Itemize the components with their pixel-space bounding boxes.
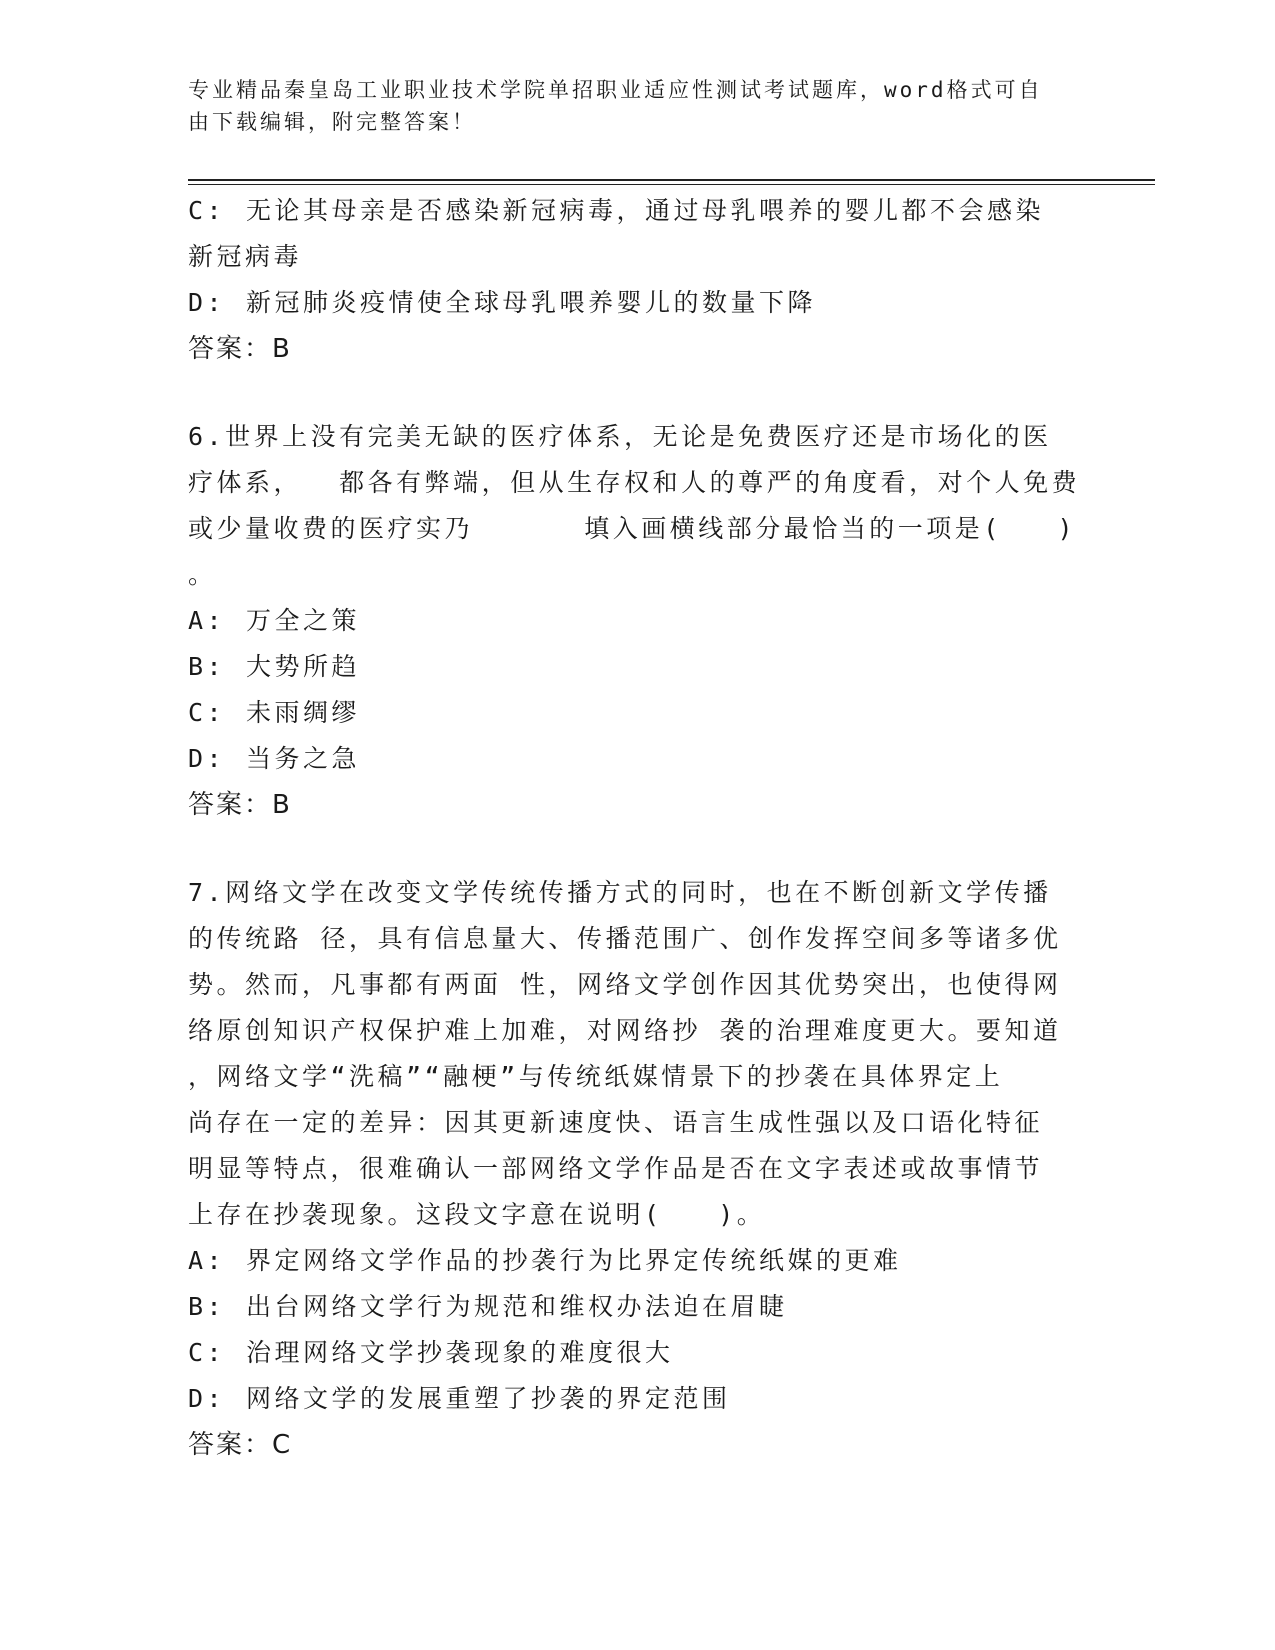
header-divider-thick <box>188 179 1155 181</box>
option-label: C: <box>188 698 226 727</box>
question-stem-line: 明显等特点，很难确认一部网络文学作品是否在文字表述或故事情节 <box>188 1154 1044 1183</box>
header-line-2: 由下载编辑，附完整答案！ <box>188 110 476 134</box>
question-stem-line: ，网络文学“洗稿”“融梗”与传统纸媒情景下的抄袭在具体界定上 <box>188 1062 1004 1091</box>
option-c <box>188 1330 1088 1376</box>
option-text: 未雨绸缪 <box>246 698 361 727</box>
answer-line: 答案：B <box>188 334 292 364</box>
option-a <box>188 598 1088 644</box>
option-label: A: <box>188 606 226 635</box>
option-label: C: <box>188 196 226 225</box>
question-stem-line: 6.世界上没有完美无缺的医疗体系，无论是免费医疗还是市场化的医 <box>188 422 1052 451</box>
option-text: 治理网络文学抄袭现象的难度很大 <box>246 1338 674 1367</box>
option-label: C: <box>188 1338 226 1367</box>
question-stem-line: 疗体系， 都各有弊端，但从生存权和人的尊严的角度看，对个人免费 <box>188 468 1081 497</box>
option-label: D: <box>188 744 226 773</box>
question-stem-line: 上存在抄袭现象。这段文字意在说明( )。 <box>188 1200 766 1229</box>
question-stem-line: 尚存在一定的差异：因其更新速度快、语言生成性强以及口语化特征 <box>188 1108 1044 1137</box>
option-text: 网络文学的发展重塑了抄袭的界定范围 <box>246 1384 731 1413</box>
option-a <box>188 1238 1088 1284</box>
answer-line: 答案：C <box>188 1430 293 1460</box>
option-c-continuation: 新冠病毒 <box>188 242 303 271</box>
question-7 <box>188 870 1088 1468</box>
header-divider-thin <box>188 184 1155 185</box>
option-label: B: <box>188 1292 226 1321</box>
option-b <box>188 1284 1088 1330</box>
option-text: 当务之急 <box>246 744 361 773</box>
option-b <box>188 644 1088 690</box>
option-text: 新冠肺炎疫情使全球母乳喂养婴儿的数量下降 <box>246 288 817 317</box>
question-stem-line: 7.网络文学在改变文学传统传播方式的同时，也在不断创新文学传播 <box>188 878 1052 907</box>
option-label: B: <box>188 652 226 681</box>
option-label: D: <box>188 288 226 317</box>
option-text: 无论其母亲是否感染新冠病毒，通过母乳喂养的婴儿都不会感染 <box>246 196 1045 225</box>
option-label: D: <box>188 1384 226 1413</box>
question-stem-line: 或少量收费的医疗实乃 填入画横线部分最恰当的一项是( ) <box>188 514 1077 543</box>
document-header <box>188 74 1068 138</box>
answer-line: 答案：B <box>188 790 292 820</box>
header-line-1: 专业精品秦皇岛工业职业技术学院单招职业适应性测试考试题库，word格式可自 <box>188 78 1043 102</box>
question-stem-line: 势。然而，凡事都有两面 性，网络文学创作因其优势突出，也使得网 <box>188 970 1062 999</box>
option-c <box>188 188 1088 234</box>
option-text: 界定网络文学作品的抄袭行为比界定传统纸媒的更难 <box>246 1246 902 1275</box>
document-body <box>188 188 1088 1468</box>
option-text: 大势所趋 <box>246 652 361 681</box>
option-d <box>188 280 1088 326</box>
question-5 <box>188 188 1088 372</box>
question-stem-line: 的传统路 径，具有信息量大、传播范围广、创作发挥空间多等诸多优 <box>188 924 1062 953</box>
option-text: 万全之策 <box>246 606 361 635</box>
option-d <box>188 736 1088 782</box>
option-text: 出台网络文学行为规范和维权办法迫在眉睫 <box>246 1292 788 1321</box>
option-c <box>188 690 1088 736</box>
question-stem-line: 络原创知识产权保护难上加难，对网络抄 袭的治理难度更大。要知道 <box>188 1016 1062 1045</box>
question-6 <box>188 414 1088 828</box>
option-d <box>188 1376 1088 1422</box>
question-stem-line: 。 <box>188 560 217 589</box>
option-label: A: <box>188 1246 226 1275</box>
